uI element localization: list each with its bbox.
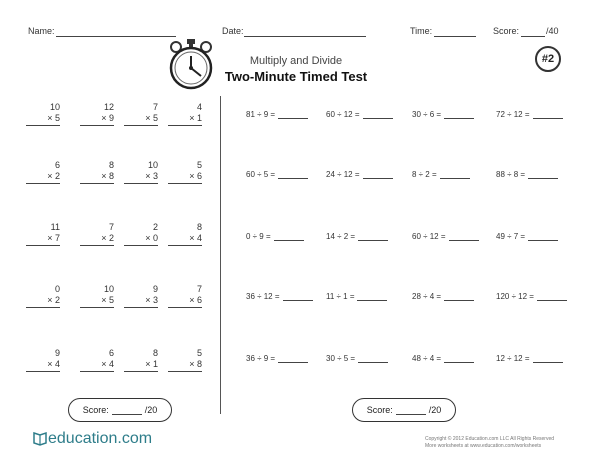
division-expression: 30 ÷ 5 = (326, 354, 356, 363)
problem-bottom-number: × 6 (168, 295, 202, 308)
multiplication-problem (26, 284, 60, 308)
answer-blank[interactable] (444, 354, 474, 363)
column-divider (220, 96, 221, 414)
stopwatch-icon (166, 38, 216, 90)
division-expression: 36 ÷ 9 = (246, 354, 276, 363)
division-expression: 60 ÷ 12 = (412, 232, 446, 241)
problem-top-number: 8 (196, 222, 202, 232)
score-total: /40 (546, 26, 559, 36)
worksheet-subtitle: Multiply and Divide (249, 55, 343, 67)
problem-bottom-number: × 6 (168, 171, 202, 184)
division-problem (412, 170, 470, 179)
date-label: Date: (222, 26, 244, 36)
right-score-box (352, 398, 456, 422)
problem-bottom-number: × 2 (26, 295, 60, 308)
division-problem (496, 110, 563, 119)
answer-blank[interactable] (444, 292, 474, 301)
test-number-badge: #2 (535, 46, 561, 72)
division-problem (326, 170, 393, 179)
answer-blank[interactable] (358, 232, 388, 241)
division-expression: 11 ÷ 1 = (326, 292, 355, 301)
problem-bottom-number: × 3 (124, 295, 158, 308)
date-field[interactable] (244, 36, 366, 37)
problem-top-number: 7 (196, 284, 202, 294)
multiplication-problem (26, 222, 60, 246)
problem-bottom-number: × 5 (124, 113, 158, 126)
division-expression: 60 ÷ 5 = (246, 170, 276, 179)
division-expression: 24 ÷ 12 = (326, 170, 360, 179)
division-expression: 72 ÷ 12 = (496, 110, 530, 119)
problem-top-number: 5 (196, 160, 202, 170)
copyright-line2: More worksheets at www.education.com/worksheets (425, 443, 542, 449)
problem-bottom-number: × 5 (26, 113, 60, 126)
division-expression: 60 ÷ 12 = (326, 110, 360, 119)
education-logo: education.com (48, 430, 153, 447)
division-expression: 14 ÷ 2 = (326, 232, 356, 241)
division-expression: 28 ÷ 4 = (412, 292, 442, 301)
problem-top-number: 6 (108, 348, 114, 358)
division-problem (246, 354, 308, 363)
multiplication-problem (124, 348, 158, 372)
answer-blank[interactable] (537, 292, 567, 301)
problem-bottom-number: × 8 (168, 359, 202, 372)
problem-top-number: 11 (50, 222, 60, 232)
problem-top-number: 10 (49, 102, 60, 112)
score-label: Score: (493, 26, 520, 36)
worksheet-title: Two-Minute Timed Test (224, 69, 368, 84)
problem-top-number: 12 (103, 102, 114, 112)
problem-top-number: 10 (147, 160, 158, 170)
division-expression: 12 ÷ 12 = (496, 354, 530, 363)
division-problem (412, 354, 474, 363)
right-score-label: Score: (366, 405, 393, 415)
multiplication-problem (168, 284, 202, 308)
problem-bottom-number: × 0 (124, 233, 158, 246)
problem-top-number: 4 (196, 102, 202, 112)
problem-bottom-number: × 5 (80, 295, 114, 308)
problem-bottom-number: × 4 (168, 233, 202, 246)
multiplication-problem (124, 222, 158, 246)
division-problem (246, 232, 304, 241)
problem-top-number: 10 (103, 284, 114, 294)
multiplication-problem (26, 102, 60, 126)
division-problem (326, 292, 387, 301)
problem-top-number: 0 (54, 284, 60, 294)
left-score-box (68, 398, 172, 422)
multiplication-problem (80, 222, 114, 246)
division-problem (246, 170, 308, 179)
division-problem (496, 170, 558, 179)
problem-bottom-number: × 7 (26, 233, 60, 246)
problem-top-number: 8 (108, 160, 114, 170)
division-expression: 49 ÷ 7 = (496, 232, 526, 241)
answer-blank[interactable] (278, 170, 308, 179)
problem-top-number: 7 (108, 222, 114, 232)
problem-top-number: 8 (152, 348, 158, 358)
education-logo-icon (32, 430, 48, 446)
right-score-total: /20 (428, 405, 442, 415)
problem-bottom-number: × 3 (124, 171, 158, 184)
division-problem (496, 292, 567, 301)
copyright-text (425, 436, 595, 450)
division-problem (412, 232, 479, 241)
division-problem (326, 110, 393, 119)
problem-bottom-number: × 1 (168, 113, 202, 126)
division-problem (246, 292, 313, 301)
multiplication-problem (168, 160, 202, 184)
problem-top-number: 2 (152, 222, 158, 232)
multiplication-problem (80, 160, 114, 184)
left-score-total: /20 (144, 405, 158, 415)
division-problem (496, 232, 558, 241)
multiplication-problem (80, 102, 114, 126)
problem-bottom-number: × 4 (26, 359, 60, 372)
division-expression: 81 ÷ 9 = (246, 110, 276, 119)
answer-blank[interactable] (363, 110, 393, 119)
division-expression: 48 ÷ 4 = (412, 354, 442, 363)
problem-top-number: 9 (152, 284, 158, 294)
division-problem (326, 354, 388, 363)
name-field[interactable] (56, 36, 176, 37)
division-problem (326, 232, 388, 241)
problem-top-number: 7 (152, 102, 158, 112)
division-expression: 0 ÷ 9 = (246, 232, 271, 241)
multiplication-problem (26, 160, 60, 184)
answer-blank[interactable] (533, 354, 563, 363)
multiplication-problem (124, 102, 158, 126)
name-label: Name: (28, 26, 55, 36)
division-expression: 36 ÷ 12 = (246, 292, 280, 301)
answer-blank[interactable] (357, 292, 387, 301)
time-label: Time: (410, 26, 433, 36)
answer-blank[interactable] (358, 354, 388, 363)
left-score-field[interactable] (112, 405, 142, 415)
problem-top-number: 6 (54, 160, 60, 170)
problem-bottom-number: × 4 (80, 359, 114, 372)
left-score-label: Score: (82, 405, 109, 415)
multiplication-problem (26, 348, 60, 372)
multiplication-problem (124, 160, 158, 184)
division-expression: 120 ÷ 12 = (496, 292, 534, 301)
division-problem (412, 110, 474, 119)
problem-top-number: 5 (196, 348, 202, 358)
multiplication-problem (80, 284, 114, 308)
multiplication-problem (124, 284, 158, 308)
division-expression: 30 ÷ 6 = (412, 110, 442, 119)
division-problem (246, 110, 308, 119)
division-expression: 88 ÷ 8 = (496, 170, 526, 179)
division-problem (496, 354, 563, 363)
answer-blank[interactable] (278, 354, 308, 363)
answer-blank[interactable] (278, 110, 308, 119)
problem-bottom-number: × 1 (124, 359, 158, 372)
answer-blank[interactable] (528, 232, 558, 241)
answer-blank[interactable] (274, 232, 304, 241)
division-expression: 8 ÷ 2 = (412, 170, 437, 179)
problem-bottom-number: × 2 (80, 233, 114, 246)
right-score-field[interactable] (396, 405, 426, 415)
answer-blank[interactable] (283, 292, 313, 301)
answer-blank[interactable] (444, 110, 474, 119)
problem-bottom-number: × 2 (26, 171, 60, 184)
answer-blank[interactable] (363, 170, 393, 179)
answer-blank[interactable] (440, 170, 470, 179)
copyright-line1: Copyright © 2012 Education.com LLC All Rights Reserved (425, 436, 555, 442)
multiplication-problem (168, 222, 202, 246)
answer-blank[interactable] (449, 232, 479, 241)
problem-bottom-number: × 8 (80, 171, 114, 184)
multiplication-problem (168, 348, 202, 372)
division-problem (412, 292, 474, 301)
answer-blank[interactable] (533, 110, 563, 119)
score-field[interactable] (521, 36, 545, 37)
problem-bottom-number: × 9 (80, 113, 114, 126)
multiplication-problem (80, 348, 114, 372)
time-field[interactable] (434, 36, 476, 37)
multiplication-problem (168, 102, 202, 126)
answer-blank[interactable] (528, 170, 558, 179)
problem-top-number: 9 (54, 348, 60, 358)
